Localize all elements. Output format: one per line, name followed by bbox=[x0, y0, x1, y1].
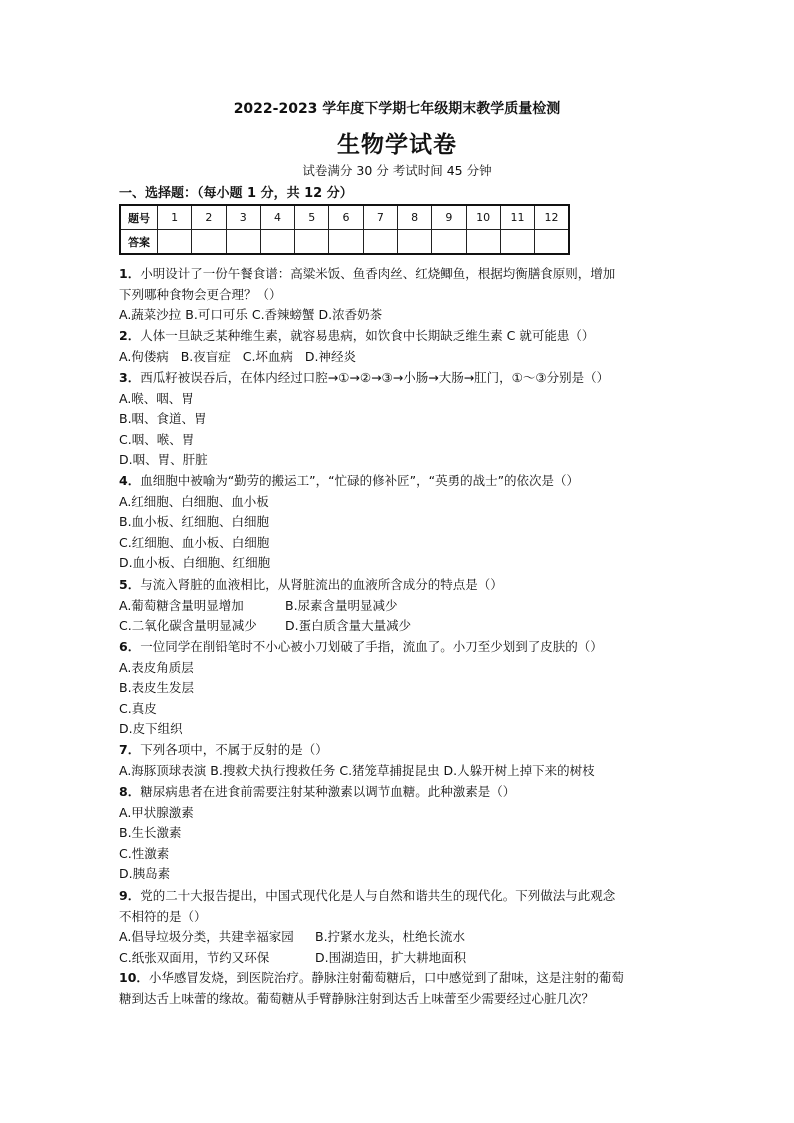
row-label-number: 题号 bbox=[120, 205, 158, 230]
question-stem bbox=[119, 637, 679, 658]
option-line bbox=[119, 596, 679, 617]
question-number-cell: 11 bbox=[500, 205, 534, 230]
question-stem: 不相符的是（） bbox=[119, 908, 207, 924]
option: A.海豚顶球表演 bbox=[119, 762, 207, 778]
question-stem: 下列哪种食物会更合理？（） bbox=[119, 286, 282, 302]
question-number: 4． bbox=[119, 473, 141, 488]
stem-line: 人体一旦缺乏某种维生素，就容易患病，如饮食中长期缺乏维生素 C 就可能患（） bbox=[140, 328, 595, 343]
stem-line: 西瓜籽被误吞后，在体内经过口腔→①→②→③→小肠→大肠→肛门，①～③分别是（） bbox=[140, 370, 610, 385]
option: A.甲状腺激素 bbox=[119, 804, 194, 820]
question-number: 7． bbox=[119, 742, 141, 757]
option: C.咽、喉、胃 bbox=[119, 431, 195, 447]
question-9 bbox=[119, 886, 679, 968]
option: D.皮下组织 bbox=[119, 721, 183, 737]
option: B.可口可乐 bbox=[185, 307, 248, 323]
question-7 bbox=[119, 740, 679, 781]
question-stem bbox=[119, 968, 679, 989]
option: A.蔬菜沙拉 bbox=[119, 307, 182, 323]
exam-title-line: 2022-2023 学年度下学期七年级期末教学质量检测 bbox=[233, 101, 561, 117]
option: B.表皮生发层 bbox=[119, 680, 195, 696]
question-number: 9． bbox=[119, 888, 141, 903]
option-line bbox=[119, 347, 679, 368]
question-number: 8． bbox=[119, 784, 141, 799]
answer-table-answer-row bbox=[120, 230, 569, 255]
option: A.红细胞、白细胞、血小板 bbox=[119, 493, 269, 509]
question-10 bbox=[119, 968, 679, 1009]
question-number-cell: 10 bbox=[466, 205, 500, 230]
question-stem bbox=[119, 782, 679, 803]
exam-subject-title: 生物学试卷 bbox=[337, 132, 457, 158]
option: B.夜盲症 bbox=[180, 348, 231, 364]
question-4 bbox=[119, 471, 679, 574]
option: D.胰岛素 bbox=[119, 866, 171, 882]
question-number-cell: 5 bbox=[295, 205, 329, 230]
question-6 bbox=[119, 637, 679, 740]
option-line bbox=[119, 761, 679, 782]
option-line bbox=[119, 616, 679, 637]
question-number-cell: 12 bbox=[535, 205, 569, 230]
option: C.红细胞、血小板、白细胞 bbox=[119, 534, 270, 550]
option: C.二氧化碳含量明显减少 bbox=[119, 618, 257, 634]
option: C.坏血病 bbox=[242, 348, 293, 364]
question-number-cell: 1 bbox=[158, 205, 192, 230]
option: D.蛋白质含量大量减少 bbox=[285, 618, 412, 634]
exam-info: 试卷满分 30 分 考试时间 45 分钟 bbox=[302, 163, 492, 178]
answer-cell[interactable] bbox=[295, 230, 329, 255]
option: D.神经炎 bbox=[304, 348, 356, 364]
question-stem: 糖到达舌上味蕾的缘故。葡萄糖从手臂静脉注射到达舌上味蕾至少需要经过心脏几次？ bbox=[119, 990, 595, 1006]
answer-cell[interactable] bbox=[226, 230, 260, 255]
option: B.搜救犬执行搜救任务 bbox=[210, 762, 336, 778]
option: D.血小板、白细胞、红细胞 bbox=[119, 555, 271, 571]
answer-cell[interactable] bbox=[329, 230, 363, 255]
answer-cell[interactable] bbox=[158, 230, 192, 255]
stem-line: 小华感冒发烧，到医院治疗。静脉注射葡萄糖后，口中感觉到了甜味，这是注射的葡萄 bbox=[148, 970, 624, 985]
stem-line: 血细胞中被喻为“勤劳的搬运工”，“忙碌的修补匠”，“英勇的战士”的依次是（） bbox=[140, 473, 580, 488]
option: A.佝偻病 bbox=[119, 348, 169, 364]
question-number: 6． bbox=[119, 639, 141, 654]
stem-line: 下列各项中，不属于反射的是（） bbox=[140, 742, 328, 757]
answer-cell[interactable] bbox=[432, 230, 466, 255]
answer-cell[interactable] bbox=[535, 230, 569, 255]
stem-line: 与流入肾脏的血液相比，从肾脏流出的血液所含成分的特点是（） bbox=[140, 577, 503, 592]
option-line bbox=[119, 305, 679, 326]
option: C.纸张双面用，节约又环保 bbox=[119, 949, 270, 965]
stem-line: 小明设计了一份午餐食谱：高粱米饭、鱼香肉丝、红烧鲫鱼，根据均衡膳食原则，增加 bbox=[140, 266, 616, 281]
question-number: 2． bbox=[119, 328, 141, 343]
question-1 bbox=[119, 264, 679, 326]
question-number: 10． bbox=[119, 970, 149, 985]
question-stem bbox=[119, 575, 679, 596]
question-number-cell: 4 bbox=[260, 205, 294, 230]
answer-cell[interactable] bbox=[466, 230, 500, 255]
row-label-answer: 答案 bbox=[120, 230, 158, 255]
stem-line: 党的二十大报告提出，中国式现代化是人与自然和谐共生的现代化。下列做法与此观念 bbox=[140, 888, 616, 903]
question-stem bbox=[119, 326, 679, 347]
question-2 bbox=[119, 326, 679, 367]
option: D.浓香奶茶 bbox=[318, 307, 383, 323]
answer-cell[interactable] bbox=[260, 230, 294, 255]
question-stem bbox=[119, 886, 679, 907]
question-stem bbox=[119, 264, 679, 285]
option: D.咽、胃、肝脏 bbox=[119, 452, 208, 468]
question-number: 3． bbox=[119, 370, 141, 385]
option: C.香辣螃蟹 bbox=[251, 307, 315, 323]
answer-cell[interactable] bbox=[363, 230, 397, 255]
answer-table-number-row bbox=[120, 205, 569, 230]
question-number-cell: 7 bbox=[363, 205, 397, 230]
question-number-cell: 2 bbox=[192, 205, 226, 230]
question-number: 1． bbox=[119, 266, 141, 281]
option: D.围湖造田，扩大耕地面积 bbox=[315, 949, 467, 965]
option: C.猪笼草捕捉昆虫 bbox=[339, 762, 440, 778]
question-number-cell: 8 bbox=[397, 205, 431, 230]
question-number: 5． bbox=[119, 577, 141, 592]
option: D.人躲开树上掉下来的树枝 bbox=[443, 762, 595, 778]
question-stem bbox=[119, 740, 679, 761]
option-line bbox=[119, 927, 679, 948]
option: B.生长激素 bbox=[119, 825, 182, 841]
section-heading: 一、选择题：（每小题 1 分，共 12 分） bbox=[119, 186, 353, 201]
answer-cell[interactable] bbox=[500, 230, 534, 255]
answer-cell[interactable] bbox=[397, 230, 431, 255]
option: A.表皮角质层 bbox=[119, 659, 194, 675]
question-5 bbox=[119, 575, 679, 637]
option: A.倡导垃圾分类，共建幸福家园 bbox=[119, 929, 294, 945]
question-8 bbox=[119, 782, 679, 885]
option: C.性激素 bbox=[119, 845, 170, 861]
option: B.咽、食道、胃 bbox=[119, 411, 207, 427]
option: B.拧紧水龙头，杜绝长流水 bbox=[315, 929, 466, 945]
option: A.葡萄糖含量明显增加 bbox=[119, 597, 244, 613]
question-stem bbox=[119, 368, 679, 389]
option-line bbox=[119, 948, 679, 969]
stem-line: 糖尿病患者在进食前需要注射某种激素以调节血糖。此种激素是（） bbox=[140, 784, 516, 799]
question-number-cell: 3 bbox=[226, 205, 260, 230]
answer-cell[interactable] bbox=[192, 230, 226, 255]
answer-table bbox=[119, 204, 570, 255]
option: B.血小板、红细胞、白细胞 bbox=[119, 514, 270, 530]
question-3 bbox=[119, 368, 679, 471]
option: A.喉、咽、胃 bbox=[119, 390, 194, 406]
option: C.真皮 bbox=[119, 700, 157, 716]
option: B.尿素含量明显减少 bbox=[285, 597, 398, 613]
question-number-cell: 6 bbox=[329, 205, 363, 230]
question-stem bbox=[119, 471, 679, 492]
stem-line: 一位同学在削铅笔时不小心被小刀划破了手指，流血了。小刀至少划到了皮肤的（） bbox=[140, 639, 603, 654]
question-number-cell: 9 bbox=[432, 205, 466, 230]
